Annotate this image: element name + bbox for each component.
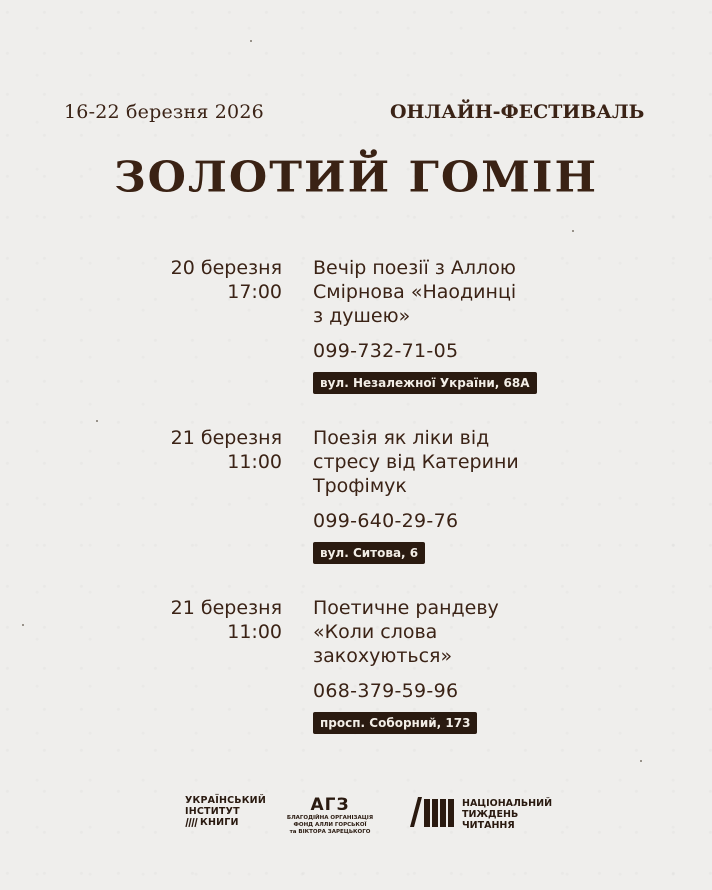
logo-text-line: БЛАГОДІЙНА ОРГАНІЗАЦІЯ bbox=[286, 815, 374, 821]
event-phone[interactable]: 099-732-71-05 bbox=[313, 340, 459, 362]
logo-text-line: НАЦІОНАЛЬНИЙ bbox=[462, 798, 553, 809]
event-time: 11:00 bbox=[227, 451, 282, 473]
event-title bbox=[313, 596, 613, 668]
books-stack-icon bbox=[408, 795, 458, 829]
event-details bbox=[313, 256, 613, 394]
ukrainian-book-institute-logo[interactable] bbox=[185, 795, 266, 828]
event-date-day: 21 березня bbox=[170, 427, 282, 449]
event-phone[interactable]: 099-640-29-76 bbox=[313, 510, 459, 532]
event-title bbox=[313, 256, 613, 328]
event-date bbox=[82, 596, 282, 644]
paper-speck bbox=[250, 40, 252, 42]
paper-speck bbox=[96, 420, 98, 422]
event-details bbox=[313, 596, 613, 734]
event-title-line: з душею» bbox=[313, 305, 411, 327]
logo-text-line: та ВІКТОРА ЗАРЕЦЬКОГО bbox=[289, 829, 371, 835]
logo-text-line: ФОНД АЛЛИ ГОРСЬКОЇ bbox=[293, 822, 367, 828]
event-title-line: «Коли слова bbox=[313, 621, 438, 643]
event-time: 17:00 bbox=[227, 281, 282, 303]
event-date bbox=[82, 426, 282, 474]
event-title-line: закохуються» bbox=[313, 645, 453, 667]
event-title-line: Смірнова «Наодинці bbox=[313, 281, 517, 303]
book-lines-icon bbox=[185, 818, 199, 827]
event-time: 11:00 bbox=[227, 621, 282, 643]
festival-type: ОНЛАЙН-ФЕСТИВАЛЬ bbox=[390, 101, 645, 123]
fund-text bbox=[285, 815, 375, 836]
paper-speck bbox=[640, 760, 642, 762]
event-title-line: Вечір поезії з Аллою bbox=[313, 257, 516, 279]
logo-text-row bbox=[185, 817, 266, 828]
event-date-day: 21 березня bbox=[170, 597, 282, 619]
logo-text-line: ЧИТАННЯ bbox=[462, 820, 515, 831]
event-details bbox=[313, 426, 613, 564]
event-title-line: Поетичне рандеву bbox=[313, 597, 499, 619]
event-title-line: стресу від Катерини bbox=[313, 451, 519, 473]
event-address-badge: вул. Ситова, 6 bbox=[313, 542, 425, 564]
fund-monogram-icon: АГЗ bbox=[310, 795, 350, 815]
page-title: ЗОЛОТИЙ ГОМІН bbox=[113, 153, 599, 202]
partner-logos bbox=[0, 790, 712, 850]
event-phone[interactable]: 068-379-59-96 bbox=[313, 680, 459, 702]
paper-speck bbox=[572, 230, 574, 232]
logo-text-line: КНИГИ bbox=[200, 817, 239, 828]
logo-text-line: ІНСТИТУТ bbox=[185, 806, 240, 817]
event-date bbox=[82, 256, 282, 304]
event-title-line: Поезія як ліки від bbox=[313, 427, 490, 449]
festival-dates: 16-22 березня 2026 bbox=[64, 101, 264, 123]
gorska-zaretsky-fund-logo[interactable] bbox=[285, 795, 375, 836]
event-title-line: Трофімук bbox=[313, 475, 407, 497]
event-date-day: 20 березня bbox=[170, 257, 282, 279]
event-address-badge: просп. Соборний, 173 bbox=[313, 712, 477, 734]
logo-text-line: ТИЖДЕНЬ bbox=[462, 809, 519, 820]
event-title bbox=[313, 426, 613, 498]
event-address-badge: вул. Незалежної України, 68А bbox=[313, 372, 537, 394]
paper-speck bbox=[22, 624, 24, 626]
logo-text-line: УКРАЇНСЬКИЙ bbox=[185, 795, 266, 806]
ntch-text bbox=[462, 798, 552, 831]
